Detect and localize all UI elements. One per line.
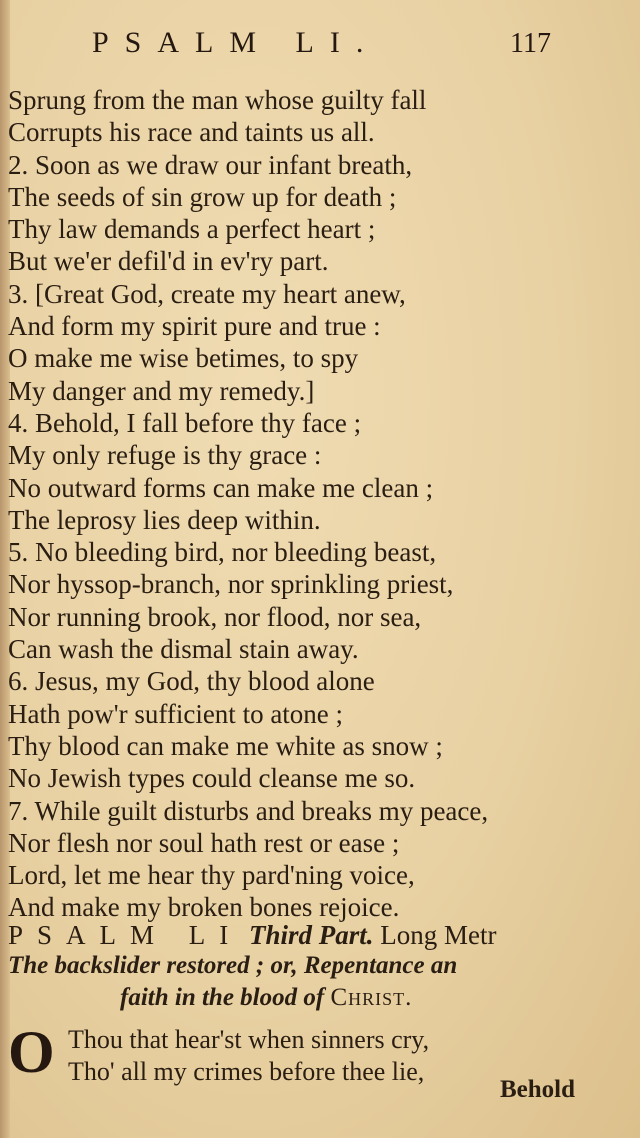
text-line: Hath pow'r sufficient to atone ; <box>8 698 344 729</box>
text-line: Thy blood can make me white as snow ; <box>8 730 443 761</box>
section-description-italic: faith in the blood of <box>120 984 325 1011</box>
section-part: Third Part. <box>249 920 374 950</box>
psalm-text <box>8 84 628 924</box>
section-description-line-2 <box>120 984 640 1012</box>
text-line: O make me wise betimes, to spy <box>8 343 359 374</box>
text-line: Tho' all my crimes before thee lie, <box>68 1057 425 1086</box>
text-line: Lord, let me hear thy pard'ning voice, <box>8 860 415 891</box>
text-line: Corrupts his race and taints us all. <box>8 117 375 148</box>
text-line: Thy law demands a perfect heart ; <box>8 214 376 245</box>
section-description-line-1: The backslider restored ; or, Repentance an <box>8 952 458 979</box>
text-line: Nor flesh nor soul hath rest or ease ; <box>8 827 400 858</box>
catchword: Behold <box>500 1076 576 1103</box>
text-line: 6. Jesus, my God, thy blood alone <box>8 666 375 697</box>
text-line: Nor hyssop-branch, nor sprinkling priest, <box>8 569 454 600</box>
text-line: But we'er defil'd in ev'ry part. <box>8 246 329 277</box>
text-line: No Jewish types could cleanse me so. <box>8 763 416 794</box>
text-line: Thou that hear'st when sinners cry, <box>68 1025 430 1054</box>
running-title: PSALM LI. <box>92 26 380 59</box>
text-line: Nor running brook, nor flood, nor sea, <box>8 601 422 632</box>
text-line: 7. While guilt disturbs and breaks my peace, <box>8 795 489 826</box>
text-line: 2. Soon as we draw our infant breath, <box>8 149 413 180</box>
text-line: My danger and my remedy.] <box>8 375 315 406</box>
page-number: 117 <box>510 28 551 59</box>
text-line: And make my broken bones rejoice. <box>8 892 400 923</box>
text-line: 4. Behold, I fall before thy face ; <box>8 407 362 438</box>
text-line: Can wash the dismal stain away. <box>8 634 359 665</box>
text-line: The seeds of sin grow up for death ; <box>8 181 397 212</box>
section-heading-caps: PSALM LI <box>8 920 243 950</box>
drop-cap: O <box>8 1019 55 1085</box>
text-line: Sprung from the man whose guilty fall <box>8 85 427 115</box>
section-heading <box>8 920 638 951</box>
page-header <box>0 22 640 72</box>
text-line: 3. [Great God, create my heart anew, <box>8 278 406 309</box>
text-line: No outward forms can make me clean ; <box>8 472 434 503</box>
text-line: And form my spirit pure and true : <box>8 311 381 342</box>
section-description-caps: Christ. <box>330 984 413 1011</box>
text-line: The leprosy lies deep within. <box>8 504 321 535</box>
section-meter: Long Metr <box>380 920 497 950</box>
text-line: My only refuge is thy grace : <box>8 440 322 471</box>
text-line: 5. No bleeding bird, nor bleeding beast, <box>8 537 437 568</box>
